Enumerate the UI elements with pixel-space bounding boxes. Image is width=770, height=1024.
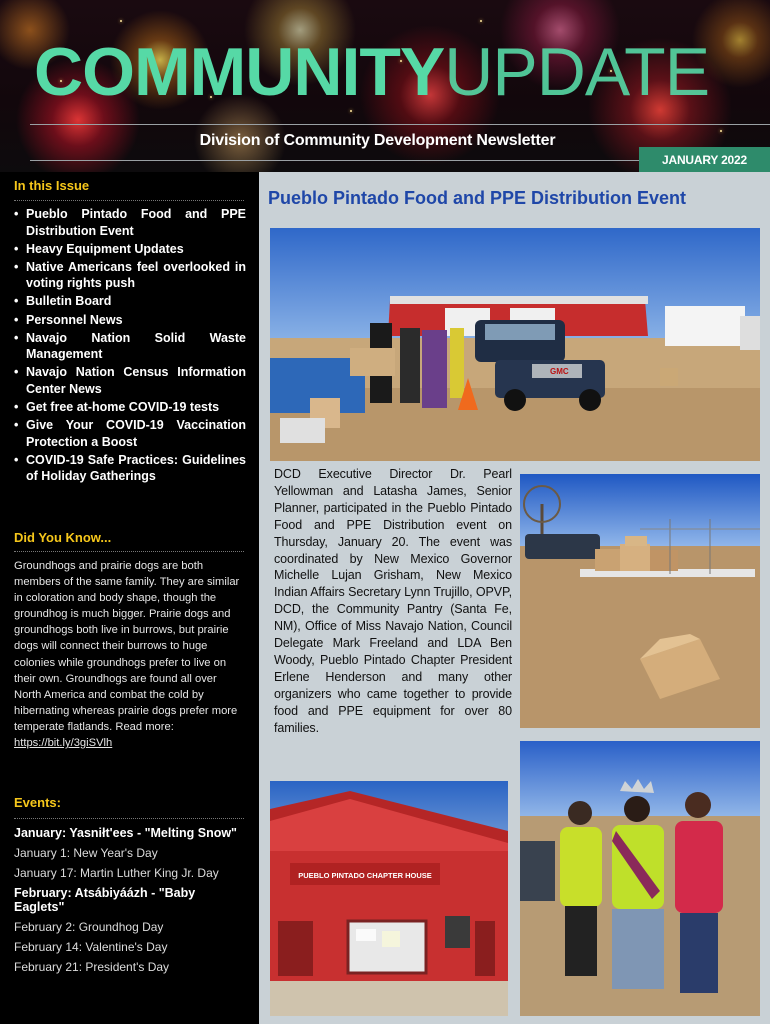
- events-heading: Events:: [14, 795, 61, 810]
- issue-date-badge: JANUARY 2022: [639, 147, 770, 172]
- firework-spark: [350, 110, 352, 112]
- header-divider: [30, 160, 640, 161]
- masthead: [0, 0, 770, 172]
- events-list: [14, 826, 246, 980]
- photo-chapter-house: [270, 781, 508, 1016]
- read-more-link[interactable]: https://bit.ly/3giSVlh: [14, 737, 113, 750]
- events-month-heading: January: Yasniłt'ees - "Melting Snow": [14, 826, 237, 840]
- newsletter-subtitle: Division of Community Development Newsletter: [199, 132, 556, 149]
- issue-contents-item: • Get free at-home COVID-19 tests: [14, 399, 246, 416]
- truck-badge-text: GMC: [550, 367, 569, 376]
- issue-contents-item: • Navajo Nation Solid Waste Management: [14, 330, 246, 363]
- title-community: COMMUNITY: [34, 34, 445, 110]
- title-update: UPDATE: [444, 34, 710, 110]
- issue-contents-item: • Native Americans feel overlooked in voting rights push: [14, 259, 246, 292]
- in-this-issue-heading: In this Issue: [14, 178, 90, 193]
- did-you-know-text: [14, 558, 246, 751]
- header-divider: [30, 124, 770, 125]
- event-item: February 14: Valentine's Day: [14, 940, 168, 954]
- article-body: DCD Executive Director Dr. Pearl Yellowman and Latasha James, Senior Planner, participated in the Pueblo Pintado Food and PPE Distribution event on Thursday, January 20. The event was coordinated by New Mexico Governor Michelle Lujan Grisham, New Mexico Indian Affairs Secretary Lynn Trujillo, OPVP, DCD, the Community Pantry (Santa Fe, NM), Office of Miss Navajo Nation, Council Delegate Mark Freeland and LDA Ben Woody, Pueblo Pintado Chapter President Erlene Henderson and many other organizers who came together to provide food and PPE equipment for over 80 families.: [274, 467, 512, 735]
- newsletter-title: [34, 36, 709, 108]
- firework-spark: [480, 20, 482, 22]
- event-item: January 17: Martin Luther King Jr. Day: [14, 866, 219, 880]
- event-item: February 21: President's Day: [14, 960, 170, 974]
- heading-divider: [14, 551, 244, 552]
- distribution-event-illustration: [270, 228, 760, 461]
- issue-contents-item: • Personnel News: [14, 312, 246, 329]
- issue-contents-item: • Heavy Equipment Updates: [14, 241, 246, 258]
- heading-divider: [14, 200, 244, 201]
- article-title: Pueblo Pintado Food and PPE Distribution Event: [268, 188, 687, 208]
- firework-spark: [120, 20, 122, 22]
- photo-food-boxes: [520, 474, 760, 728]
- heading-divider: [14, 818, 244, 819]
- issue-contents-item: • Navajo Nation Census Information Center News: [14, 364, 246, 397]
- events-month-heading: February: Atsábiyáázh - "Baby Eaglets": [14, 886, 196, 914]
- photo-distribution-event: [270, 228, 760, 461]
- food-boxes-illustration: [520, 474, 760, 728]
- officials-illustration: [520, 741, 760, 1016]
- photo-officials: [520, 741, 760, 1016]
- issue-contents-item: • Give Your COVID-19 Vaccination Protection a Boost: [14, 417, 246, 450]
- did-you-know-body: Groundhogs and prairie dogs are both members of the same family. They are similar in coloration and body shape, though the groundhog is much bigger. Prairie dogs and groundhogs both live in burrows, but prairie dogs will connect their burrows to huge colonies while groundhogs prefer to live on their own. Groundhogs are found all over North America and combat the cold by hibernating whereas prairie dogs prefer more temperate flatlands. Read more:: [14, 560, 240, 733]
- issue-contents-list: [14, 206, 246, 487]
- sidebar: [0, 172, 259, 1024]
- chapter-house-illustration: [270, 781, 508, 1016]
- did-you-know-heading: Did You Know...: [14, 530, 112, 545]
- issue-contents-item: • Bulletin Board: [14, 293, 246, 310]
- issue-contents-item: • Pueblo Pintado Food and PPE Distribution Event: [14, 206, 246, 239]
- event-item: February 2: Groundhog Day: [14, 920, 164, 934]
- chapter-house-sign-text: PUEBLO PINTADO CHAPTER HOUSE: [298, 871, 432, 880]
- event-item: January 1: New Year's Day: [14, 846, 158, 860]
- issue-contents-item: • COVID-19 Safe Practices: Guidelines of Holiday Gatherings: [14, 452, 246, 485]
